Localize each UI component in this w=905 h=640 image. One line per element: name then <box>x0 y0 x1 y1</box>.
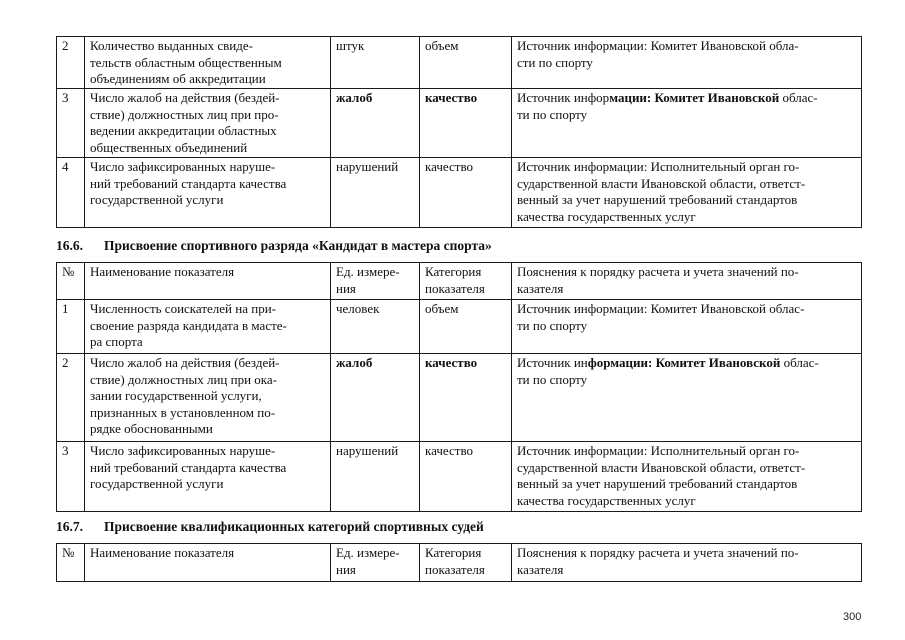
row-number: 1 <box>57 300 85 354</box>
indicators-table-continued <box>56 36 862 228</box>
unit-of-measure: человек <box>331 300 420 354</box>
column-header-category: Категория показателя <box>420 544 512 582</box>
section-heading-16-7 <box>56 519 484 535</box>
column-header-note: Пояснения к порядку расчета и учета значений по- казателя <box>512 263 862 300</box>
calculation-note: Источник информации: Комитет Ивановской облас- ти по спорту <box>512 354 862 442</box>
calculation-note: Источник информации: Исполнительный орган го- сударственной власти Ивановской области, ответст- венный за учет нарушений требований стандартов качества государственных услуг <box>512 442 862 512</box>
indicator-category: качество <box>420 354 512 442</box>
indicators-table-16-6 <box>56 262 862 512</box>
column-header-name: Наименование показателя <box>85 544 331 582</box>
unit-of-measure: жалоб <box>331 354 420 442</box>
indicator-name: Количество выданных свиде- тельств областным общественным объединениям об аккредитации <box>85 37 331 89</box>
unit-of-measure: жалоб <box>331 89 420 158</box>
column-header-category: Категория показателя <box>420 263 512 300</box>
table-header-row <box>57 544 862 582</box>
row-number: 3 <box>57 89 85 158</box>
row-number: 4 <box>57 158 85 228</box>
indicator-name: Численность соискателей на при- своение разряда кандидата в масте- ра спорта <box>85 300 331 354</box>
column-header-number: № <box>57 544 85 582</box>
indicator-category: качество <box>420 89 512 158</box>
calculation-note: Источник информации: Комитет Ивановской облас- ти по спорту <box>512 300 862 354</box>
section-number: 16.6. <box>56 238 83 253</box>
section-number: 16.7. <box>56 519 83 534</box>
section-title: Присвоение спортивного разряда «Кандидат в мастера спорта» <box>104 238 492 253</box>
calculation-note: Источник информации: Комитет Ивановской облас- ти по спорту <box>512 89 862 158</box>
table-row <box>57 442 862 512</box>
unit-of-measure: нарушений <box>331 442 420 512</box>
unit-of-measure: штук <box>331 37 420 89</box>
table-row <box>57 300 862 354</box>
indicator-category: качество <box>420 442 512 512</box>
row-number: 2 <box>57 37 85 89</box>
row-number: 2 <box>57 354 85 442</box>
indicator-category: качество <box>420 158 512 228</box>
calculation-note: Источник информации: Исполнительный орган го- сударственной власти Ивановской области, ответст- венный за учет нарушений требований стандартов качества государственных услуг <box>512 158 862 228</box>
column-header-name: Наименование показателя <box>85 263 331 300</box>
unit-of-measure: нарушений <box>331 158 420 228</box>
section-title: Присвоение квалификационных категорий спортивных судей <box>104 519 484 534</box>
indicators-table-16-7 <box>56 543 862 582</box>
indicator-name: Число зафиксированных наруше- ний требований стандарта качества государственной услуги <box>85 442 331 512</box>
table-row <box>57 354 862 442</box>
table-row <box>57 89 862 158</box>
indicator-category: объем <box>420 300 512 354</box>
calculation-note: Источник информации: Комитет Ивановской обла- сти по спорту <box>512 37 862 89</box>
page-number: 300 <box>843 611 862 623</box>
column-header-note: Пояснения к порядку расчета и учета значений по- казателя <box>512 544 862 582</box>
table-header-row <box>57 263 862 300</box>
section-heading-16-6 <box>56 238 492 254</box>
column-header-unit: Ед. измере- ния <box>331 544 420 582</box>
row-number: 3 <box>57 442 85 512</box>
indicator-name: Число жалоб на действия (бездей- ствие) должностных лиц при ока- зании государственной услуги, признанных в установленном по- рядке обоснованными <box>85 354 331 442</box>
table-row <box>57 158 862 228</box>
column-header-unit: Ед. измере- ния <box>331 263 420 300</box>
indicator-name: Число жалоб на действия (бездей- ствие) должностных лиц при про- ведении аккредитации областных общественных объединений <box>85 89 331 158</box>
indicator-name: Число зафиксированных наруше- ний требований стандарта качества государственной услуги <box>85 158 331 228</box>
column-header-number: № <box>57 263 85 300</box>
indicator-category: объем <box>420 37 512 89</box>
table-row <box>57 37 862 89</box>
